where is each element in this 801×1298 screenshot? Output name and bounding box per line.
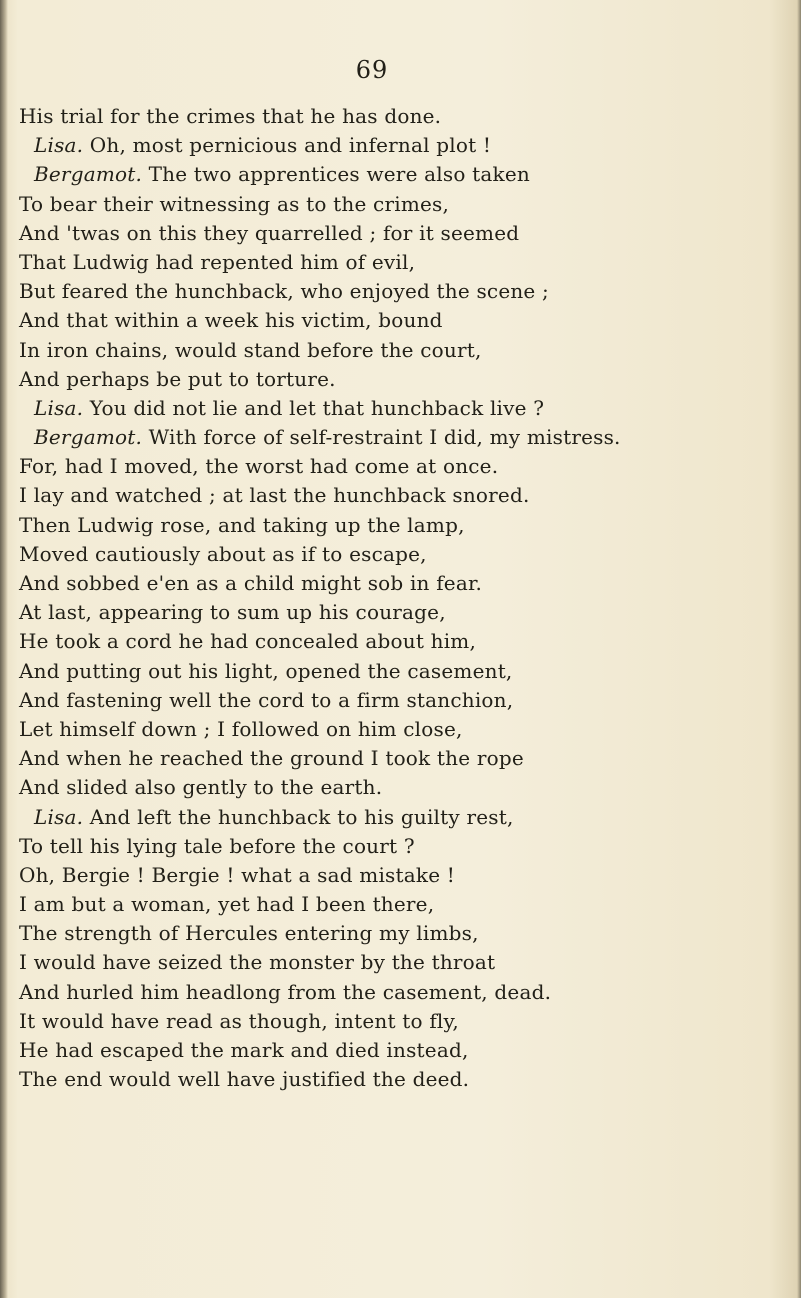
line-text: And 'twas on this they quarrelled ; for it seemed [19,220,520,245]
verse-line [19,160,789,189]
line-text: And that within a week his victim, bound [19,308,443,333]
page-gutter [0,0,8,1298]
line-text: With force of self-restraint I did, my mistress. [142,425,621,450]
line-text: In iron chains, would stand before the court, [19,337,482,362]
page-edge [797,0,801,1298]
speaker-name: Bergamot. [34,162,143,187]
page-number: 69 [355,56,389,84]
verse-line [19,452,789,481]
line-text: Then Ludwig rose, and taking up the lamp, [19,512,465,537]
line-text: At last, appearing to sum up his courage, [19,600,446,625]
line-text: And sobbed e'en as a child might sob in fear. [19,571,483,595]
verse-line [19,598,789,627]
line-text: The end would well have justified the deed. [19,1067,470,1092]
verse-line [19,978,789,1007]
line-text: He had escaped the mark and died instead, [19,1038,469,1062]
verse-line [19,715,789,744]
line-text: The two apprentices were also taken [142,162,530,187]
line-text: Moved cautiously about as if to escape, [19,541,427,566]
verse-line [19,481,789,510]
verse-line [19,569,789,598]
line-text: But feared the hunchback, who enjoyed the scene ; [19,279,549,304]
verse-line [19,540,789,569]
verse-line [19,423,789,452]
verse-line [19,627,789,656]
line-text: Let himself down ; I followed on him close, [19,716,463,741]
line-text: It would have read as though, intent to fly, [19,1008,459,1033]
verse-line [19,803,789,832]
verse-line [19,248,789,277]
line-text: I am but a woman, yet had I been there, [19,892,435,917]
line-text: That Ludwig had repented him of evil, [19,249,416,274]
verse-line [19,219,789,248]
speaker-name: Lisa. [34,804,84,829]
line-text: To tell his lying tale before the court ? [19,833,415,858]
verse-line [19,277,789,306]
line-text: And putting out his light, opened the casement, [19,658,513,683]
line-text: You did not lie and let that hunchback live ? [83,395,545,420]
verse-line [19,365,789,394]
verse-text [19,102,789,1094]
verse-line [19,861,789,890]
verse-line [19,1065,789,1094]
speaker-name: Lisa. [34,133,84,158]
verse-line [19,336,789,365]
verse-line [19,190,789,219]
line-text: I would have seized the monster by the throat [19,950,496,975]
verse-line [19,394,789,423]
verse-line [19,744,789,773]
line-text: And hurled him headlong from the casement, dead. [19,979,552,1004]
verse-line [19,102,789,131]
line-text: And perhaps be put to torture. [19,366,336,391]
line-text: And slided also gently to the earth. [19,775,383,800]
line-text: His trial for the crimes that he has done. [19,104,442,128]
verse-line [19,948,789,977]
line-text: Oh, Bergie ! Bergie ! what a sad mistake ! [19,862,456,887]
verse-line [19,890,789,919]
verse-line [19,832,789,861]
line-text: The strength of Hercules entering my limbs, [19,921,479,946]
verse-line [19,919,789,948]
verse-line [19,306,789,335]
line-text: For, had I moved, the worst had come at once. [19,454,499,479]
speaker-name: Lisa. [34,395,84,420]
verse-line [19,1036,789,1065]
line-text: And when he reached the ground I took the rope [19,746,524,771]
verse-line [19,657,789,686]
speaker-name: Bergamot. [34,425,143,450]
line-text: I lay and watched ; at last the hunchback snored. [19,483,530,508]
line-text: And left the hunchback to his guilty rest, [83,804,514,829]
line-text: To bear their witnessing as to the crimes, [19,191,450,216]
verse-line [19,686,789,715]
line-text: And fastening well the cord to a firm stanchion, [19,687,514,712]
verse-line [19,773,789,802]
line-text: Oh, most pernicious and infernal plot ! [83,133,492,158]
verse-line [19,1007,789,1036]
verse-line [19,131,789,160]
verse-line [19,511,789,540]
line-text: He took a cord he had concealed about him, [19,629,477,654]
